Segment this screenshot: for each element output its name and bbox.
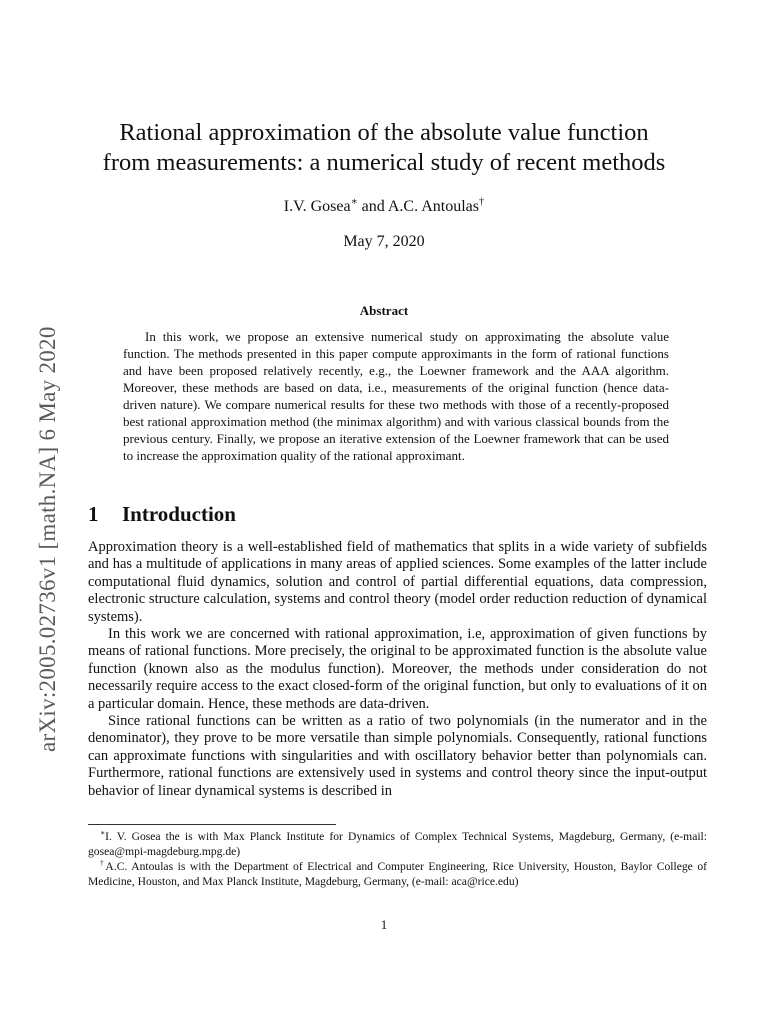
footnote-text: A.C. Antoulas is with the Department of Electrical and Computer Engineering, Rice University, Houston, Baylor College of Medicine, Houston, and Max Planck Institute, Magdeburg, Germany, (e-mail: aca@rice.edu) <box>88 860 708 888</box>
section-number: 1 <box>88 502 99 526</box>
publication-date: May 7, 2020 <box>343 233 425 250</box>
footnote-text: I. V. Gosea the is with Max Planck Institute for Dynamics of Complex Technical Systems, Magdeburg, Germany, (e-mail: gosea@mpi-magdeburg.mpg.de) <box>88 830 707 858</box>
abstract-text: In this work, we propose an extensive numerical study on approximating the absolute value function. The methods presented in this paper compute approximants in the form of rational functions and have been proposed relatively recently, e.g., the Loewner framework and the AAA algorithm. Moreover, these methods are based on data, i.e., measurements of the original function (hence data-driven nature). We compare numerical results for these two methods with those of a recently-proposed best rational approximation method (the minimax algorithm) and with various classical bounds from the previous century. Finally, we propose an iterative extension of the Loewner framework that can be used to increase the approximation quality of the rational approximant. <box>123 329 669 463</box>
section-body <box>88 539 707 800</box>
author-name: A.C. Antoulas <box>387 198 479 215</box>
footnote-divider <box>88 824 336 825</box>
title-line-2: from measurements: a numerical study of recent methods <box>102 149 666 176</box>
body-paragraph: In this work we are concerned with rational approximation, i.e, approximation of given functions by means of rational functions. More precisely, the original to be approximated function is the absolute value function (known also as the modulus function). Moreover, the methods under consideration do not necessarily require access to the exact closed-form of the original function, but only to evaluations of it on a particular domain. Hence, these methods are data-driven. <box>88 626 707 712</box>
author-list <box>0 198 768 216</box>
footnote-mark: † <box>100 858 106 868</box>
abstract-heading: Abstract <box>359 303 409 318</box>
title-line-1: Rational approximation of the absolute value function <box>119 119 649 146</box>
body-paragraph: Approximation theory is a well-established field of mathematics that splits in a wide variety of subfields and has a multitude of applications in many areas of applied sciences. Some examples of the latter include computational fluid dynamics, solution and control of partial differential equations, data compression, electronic structure calculation, systems and control theory (model order reduction reduction of dynamical systems). <box>88 539 707 625</box>
footnotes <box>88 829 707 889</box>
footnote-mark[interactable]: ∗ <box>350 196 358 208</box>
author-conjunction: and <box>357 198 388 215</box>
footnote-mark[interactable]: † <box>479 196 485 208</box>
footnote-item <box>88 829 707 859</box>
footnote-item <box>88 859 707 889</box>
section-heading <box>88 502 236 527</box>
body-paragraph: Since rational functions can be written as a ratio of two polynomials (in the numerator and in the denominator), they prove to be more versatile than simple polynomials. Consequently, rational functions can approximate functions with singularities and with oscillatory behavior better than polynomials can. Furthermore, rational functions are extensively used in systems and control theory since the input-output behavior of linear dynamical systems is described in <box>88 713 707 799</box>
paper-title <box>0 118 768 178</box>
page-number: 1 <box>380 917 388 932</box>
author-name: I.V. Gosea <box>283 198 351 215</box>
footnote-mark: ∗ <box>100 828 106 838</box>
arxiv-identifier-stamp: arXiv:2005.02736v1 [math.NA] 6 May 2020 <box>35 326 60 752</box>
section-title: Introduction <box>122 502 236 526</box>
